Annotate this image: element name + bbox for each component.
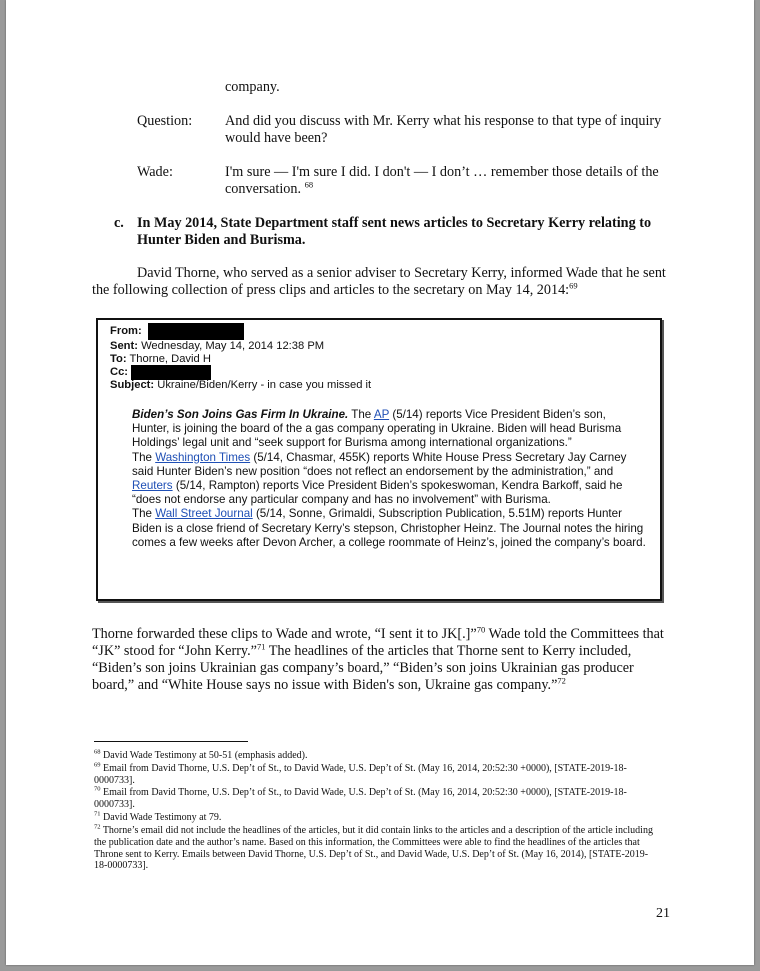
email-sent-row: [110, 340, 324, 353]
email-headline: Biden’s Son Joins Gas Firm In Ukraine.: [132, 408, 349, 421]
footnote-text: Thorne’s email did not include the headlines of the articles, but it did contain links to the articles and a description of the article including the publication date and the author’s name. Based on this information, the Committees were able to find the headlines of the articles that Throne sent to Kerry. Emails between David Thorne, U.S. Dep’t of St., and David Wade, U.S. Dep’t of St. (May 16, 2014), [STATE-2019-18-0000733].: [94, 825, 653, 872]
link-wall-street-journal[interactable]: Wall Street Journal: [155, 507, 253, 521]
section-letter: c.: [114, 215, 124, 231]
continued-text: company.: [225, 79, 280, 95]
after-text-3: The headlines of the articles that Thorne sent to Kerry included, “Biden’s son joins Ukrainian gas company’s board,” “Biden’s son joins Ukrainian gas producer board,” and “White House says no issue with Biden's son, Ukraine gas company.”: [92, 643, 634, 693]
email-body: [110, 408, 646, 550]
email-screenshot: [96, 318, 662, 601]
footnote-68: [94, 750, 654, 762]
email-sent-label: Sent:: [110, 340, 138, 352]
email-p1-b: (5/14) reports Vice President Biden’s son, Hunter, is joining the board of the a gas company operating in Ukraine. Biden will head Burisma Holdings’ legal unit and “seek support for Burisma among international organizations.”: [132, 408, 622, 450]
footnote-text: David Wade Testimony at 79.: [103, 812, 222, 823]
footnote-ref-68: 68: [304, 179, 314, 190]
link-reuters[interactable]: Reuters: [132, 479, 173, 493]
email-p2-a: The: [132, 450, 156, 464]
email-subject-row: [110, 379, 371, 392]
qa-speaker-question: Question:: [137, 113, 193, 129]
qa-text-wade: [225, 164, 665, 198]
footnote-70: [94, 787, 654, 811]
document-page: [6, 0, 754, 965]
email-p3-b: (5/14, Sonne, Grimaldi, Subscription Publication, 5.51M) reports Hunter Biden is a close friend of Secretary Kerry’s stepson, Christopher Heinz. The Journal notes the hiring comes a few weeks after Devon Archer, a college roommate of Heinz’s, joined the company’s board.: [132, 507, 646, 549]
email-to-value: Thorne, David H: [129, 353, 211, 365]
email-cc-row: [110, 366, 128, 379]
email-subject-value: Ukraine/Biden/Kerry - in case you missed it: [157, 379, 372, 391]
intro-paragraph: [92, 265, 672, 299]
intro-paragraph-text: David Thorne, who served as a senior adviser to Secretary Kerry, informed Wade that he sent the following collection of press clips and articles to the secretary on May 14, 2014:: [92, 265, 666, 298]
section-heading: In May 2014, State Department staff sent news articles to Secretary Kerry relating to Hunter Biden and Burisma.: [137, 215, 652, 248]
footnote-number: 69: [94, 761, 101, 769]
after-email-paragraph: [92, 626, 672, 694]
qa-text-question: And did you discuss with Mr. Kerry what his response to that type of inquiry would have been?: [225, 113, 662, 146]
footnote-ref-70: 70: [476, 624, 486, 635]
email-subject-label: Subject:: [110, 379, 155, 391]
footnote-71: [94, 812, 654, 824]
footnote-text: Email from David Thorne, U.S. Dep’t of St., to David Wade, U.S. Dep’t of St. (May 16, 2014, 20:52:30 +0000), [STATE-2019-18-0000733].: [94, 763, 627, 786]
email-body-paragraph-2: [110, 451, 646, 508]
email-p1-a: The: [348, 408, 374, 421]
footnote-number: 70: [94, 785, 101, 793]
email-cc-label: Cc:: [110, 366, 129, 378]
qa-speaker-wade: Wade:: [137, 164, 173, 180]
link-ap[interactable]: AP: [373, 408, 390, 421]
email-from-row: [110, 325, 142, 338]
link-washington-times[interactable]: Washington Times: [155, 450, 251, 464]
footnote-text: Email from David Thorne, U.S. Dep’t of St., to David Wade, U.S. Dep’t of St. (May 16, 2014, 20:52:30 +0000), [STATE-2019-18-0000733].: [94, 787, 627, 810]
footnote-number: 72: [94, 823, 101, 831]
redaction-from: [148, 323, 244, 340]
email-body-paragraph-3: [110, 507, 646, 550]
footnote-72: [94, 825, 654, 872]
footnote-number: 71: [94, 810, 101, 818]
after-text-1: Thorne forwarded these clips to Wade and wrote, “I sent it to JK[.]”: [92, 626, 477, 642]
footnote-text: David Wade Testimony at 50-51 (emphasis added).: [103, 750, 308, 761]
after-text-2: Wade told the Committees that “JK” stood for “John Kerry.”: [92, 626, 664, 659]
redaction-cc: [131, 365, 211, 380]
email-p2-b: (5/14, Chasmar, 455K) reports White House Press Secretary Jay Carney said Hunter Biden’s new position “does not reflect an endorsement by the administration,” and: [132, 450, 627, 478]
footnote-divider: [94, 741, 248, 742]
page-number: 21: [656, 906, 670, 921]
footnote-ref-69: 69: [569, 280, 578, 291]
footnote-ref-72: 72: [557, 675, 566, 686]
footnote-ref-71: 71: [256, 641, 266, 652]
qa-answer-text: I'm sure — I'm sure I did. I don't — I don’t … remember those details of the conversation.: [225, 164, 659, 197]
email-p3-a: The: [132, 507, 156, 521]
footnote-number: 68: [94, 748, 101, 756]
footnote-69: [94, 763, 654, 787]
email-p2-c: (5/14, Rampton) reports Vice President Biden’s spokeswoman, Kendra Barkoff, said he “does not endorse any particular company and has no involvement” with Burisma.: [132, 479, 623, 507]
email-from-label: From:: [110, 325, 142, 337]
email-body-paragraph-1: [110, 408, 646, 451]
email-sent-value: Wednesday, May 14, 2014 12:38 PM: [141, 340, 325, 352]
email-to-label: To:: [110, 353, 127, 365]
